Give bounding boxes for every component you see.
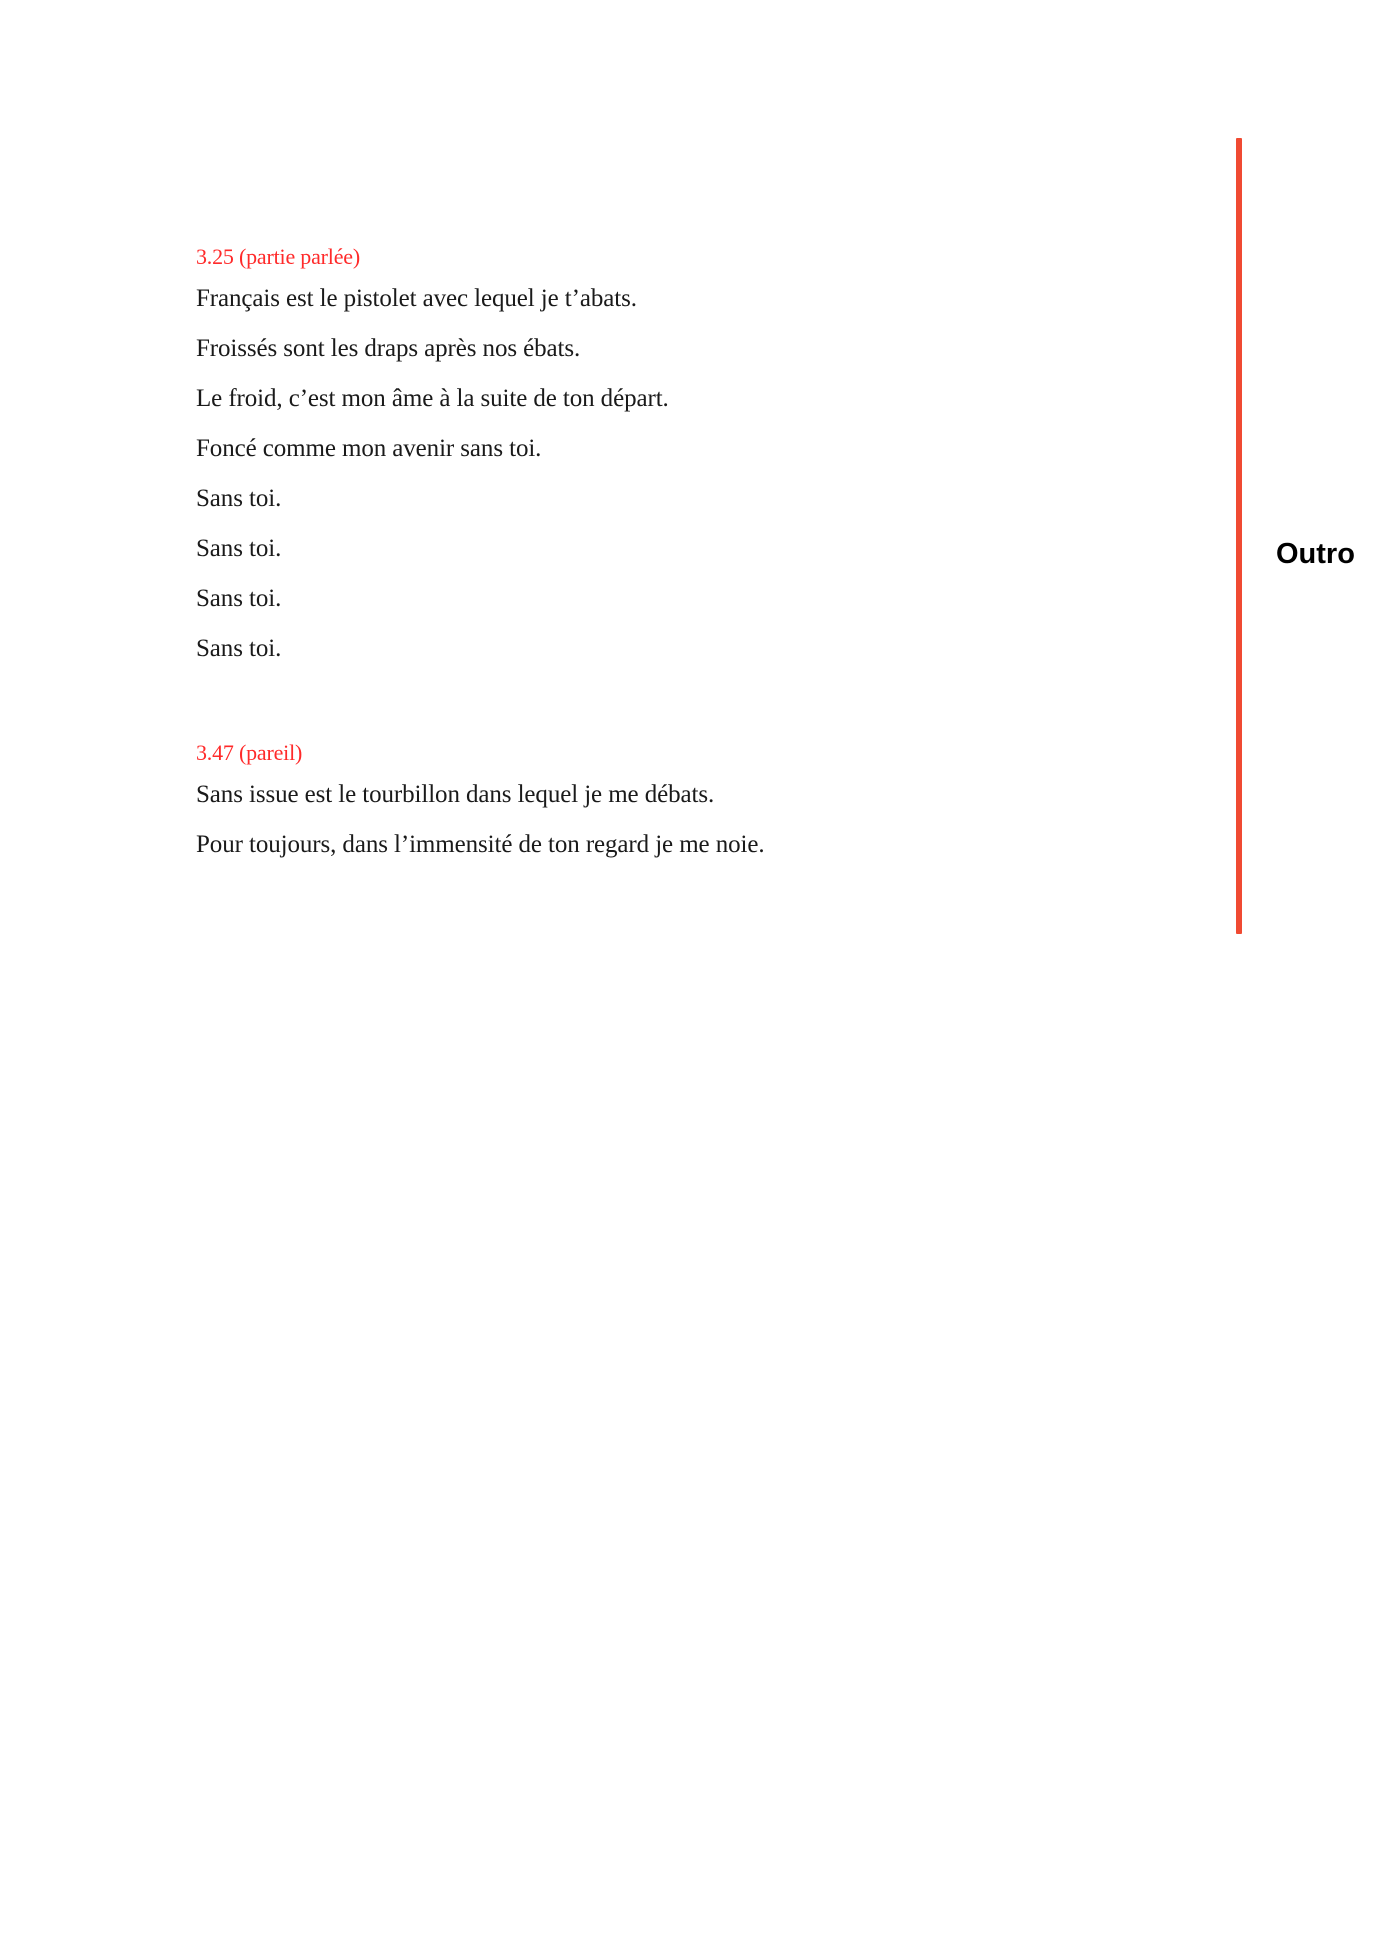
lyric-line: Foncé comme mon avenir sans toi. [196,435,542,462]
lyric-line: Sans toi. [196,635,282,662]
lyric-line: Froissés sont les draps après nos ébats. [196,335,581,362]
lyric-line: Sans issue est le tourbillon dans lequel je me débats. [196,781,715,808]
lyric-line: Sans toi. [196,585,282,612]
lyric-line: Pour toujours, dans l’immensité de ton regard je me noie. [196,831,765,858]
lyrics-list [196,780,1096,860]
lyric-line: Sans toi. [196,535,282,562]
lyric-line: Sans toi. [196,485,282,512]
lyric-line: Le froid, c’est mon âme à la suite de ton départ. [196,385,669,412]
lyrics-section-1 [196,242,1096,684]
lyric-line: Français est le pistolet avec lequel je t’abats. [196,285,637,312]
section-divider-line [1236,138,1242,934]
timestamp-label: 3.47 (pareil) [196,740,303,765]
lyrics-list [196,284,1096,664]
timestamp-label: 3.25 (partie parlée) [196,244,360,269]
margin-section-label: Outro [1276,538,1355,570]
lyrics-section-2 [196,738,1096,880]
